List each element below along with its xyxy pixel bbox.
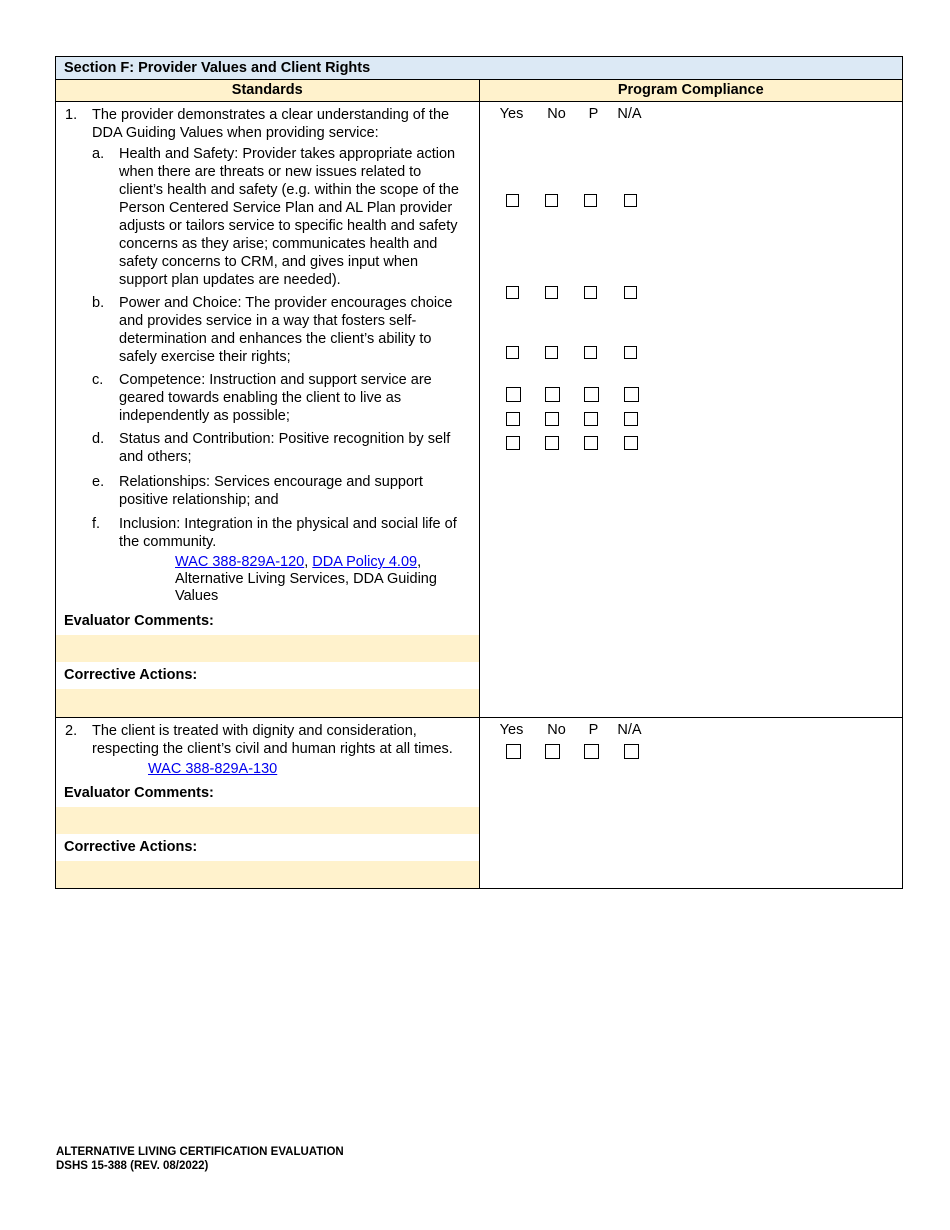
checkbox-1b-p[interactable] [584,286,597,299]
checkbox-1d-yes[interactable] [506,387,521,402]
wac-130-link[interactable]: WAC 388-829A-130 [148,761,278,777]
checkbox-1d-no[interactable] [545,387,560,402]
option-p-label: P [588,722,599,738]
option-no-label: No [547,722,566,738]
checkbox-1c-no[interactable] [545,346,558,359]
checkbox-1e-p[interactable] [584,412,598,426]
standard-item-2 [56,718,479,778]
checkbox-1b-yes[interactable] [506,286,519,299]
sub-text: Relationships: Services encourage and support positive relationship; and [119,474,423,508]
form-number: DSHS 15-388 (REV. 08/2022) [56,1160,209,1172]
corrective-actions-label: Corrective Actions: [64,839,198,855]
sub-item-a [92,145,469,289]
sub-text: Status and Contribution: Positive recognition by self and others; [119,431,451,465]
sub-text: Inclusion: Integration in the physical and social life of the community. [119,516,457,550]
form-title: ALTERNATIVE LIVING CERTIFICATION EVALUATION [56,1146,344,1158]
compliance-header: Program Compliance [479,80,903,102]
compliance-options-1 [480,106,903,126]
checkbox-1e-no[interactable] [545,412,559,426]
sub-item-d [92,430,469,466]
ref-tail-text: , Alternative Living Services, DDA Guiding Values [175,554,437,604]
checkbox-1d-p[interactable] [584,387,599,402]
option-yes-label: Yes [499,106,524,122]
sub-text: Power and Choice: The provider encourages choice and provides service in a way that fosters self-determination and enhances the client’s ability to safely exercise their rights; [119,295,453,365]
sub-text: Competence: Instruction and support service are geared towards enabling the client to live as independently as possible; [119,372,432,424]
dda-policy-link[interactable]: DDA Policy 4.09 [312,554,418,570]
compliance-table [55,56,903,889]
item-number: 2. [65,723,78,739]
references [92,761,469,778]
sub-letter: a. [92,146,105,162]
checkbox-1f-no[interactable] [545,436,559,450]
ref-separator: , [304,554,313,570]
checkbox-1c-na[interactable] [624,346,637,359]
checkbox-2-na[interactable] [624,744,639,759]
references [119,554,469,605]
evaluator-comments-label: Evaluator Comments: [64,613,214,629]
checkbox-1b-no[interactable] [545,286,558,299]
checkbox-1b-na[interactable] [624,286,637,299]
sub-letter: b. [92,295,105,311]
item-number: 1. [65,107,78,123]
option-no-label: No [547,106,566,122]
wac-120-link[interactable]: WAC 388-829A-120 [175,554,305,570]
checkbox-2-yes[interactable] [506,744,521,759]
sub-letter: e. [92,474,105,490]
checkbox-1a-no[interactable] [545,194,558,207]
standard-item-1 [56,102,479,605]
compliance-options-2 [480,722,903,742]
sub-item-f [92,515,469,605]
checkbox-2-no[interactable] [545,744,560,759]
option-p-label: P [588,106,599,122]
checkbox-1f-na[interactable] [624,436,638,450]
evaluator-comments-field[interactable] [56,635,479,662]
option-na-label: N/A [617,106,642,122]
checkbox-1c-yes[interactable] [506,346,519,359]
checkbox-1a-yes[interactable] [506,194,519,207]
checkbox-2-p[interactable] [584,744,599,759]
sub-item-e [92,473,469,509]
checkbox-1c-p[interactable] [584,346,597,359]
checkbox-1e-yes[interactable] [506,412,520,426]
checkbox-1a-p[interactable] [584,194,597,207]
corrective-actions-field[interactable] [56,861,479,888]
corrective-actions-label: Corrective Actions: [64,667,198,683]
checkbox-1e-na[interactable] [624,412,638,426]
section-title: Section F: Provider Values and Client Rights [56,57,903,80]
sub-text: Health and Safety: Provider takes appropriate action when there are threats or new issues related to client’s health and safety (e.g. within the scope of the Person Centered Service Plan and AL Plan provider adjusts or tailors service to specific health and safety concerns as they arise; communicates health and safety concerns to CRM, and gives input when support plan updates are needed). [119,146,459,288]
item-text: The client is treated with dignity and consideration, respecting the client’s civil and human rights at all times. [92,723,453,757]
evaluator-comments-field[interactable] [56,807,479,834]
evaluator-comments-label: Evaluator Comments: [64,785,214,801]
option-na-label: N/A [617,722,642,738]
checkbox-1d-na[interactable] [624,387,639,402]
option-yes-label: Yes [499,722,524,738]
page-footer [56,1145,344,1173]
checkbox-1a-na[interactable] [624,194,637,207]
item-text: The provider demonstrates a clear understanding of the DDA Guiding Values when providing service: [92,107,450,141]
sub-letter: f. [92,516,101,532]
corrective-actions-field[interactable] [56,689,479,717]
sub-letter: c. [92,372,104,388]
checkbox-1f-p[interactable] [584,436,598,450]
standard-row-2 [56,718,903,889]
sub-letter: d. [92,431,105,447]
sub-item-c [92,371,469,425]
standards-header: Standards [56,80,480,102]
sub-item-b [92,294,469,366]
standard-row-1 [56,102,903,718]
checkbox-1f-yes[interactable] [506,436,520,450]
